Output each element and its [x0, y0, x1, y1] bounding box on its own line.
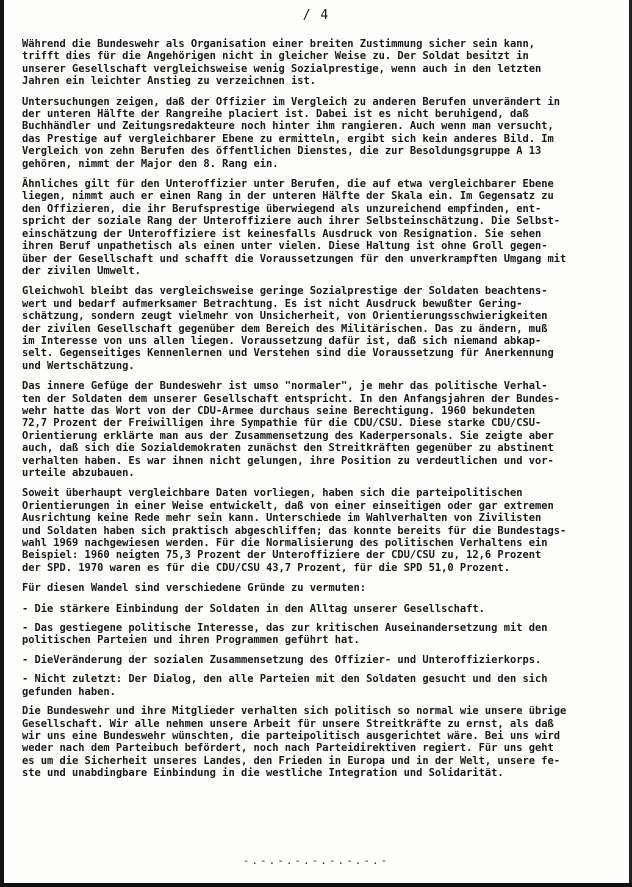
paragraph — [22, 285, 594, 372]
list-item — [22, 654, 594, 666]
text-line: ten der Soldaten dem unserer Gesellschaft entspricht. In den Anfangsjahren der Bundes- — [22, 392, 560, 405]
paragraph — [22, 178, 594, 277]
text-line: über der Gesellschaft und schafft die Voraussetzungen für den unverkrampften Umgang mit — [22, 252, 567, 265]
body-text — [22, 38, 594, 788]
text-line: das Prestige auf vergleichbarer Ebene zu ermitteln, ergibt sich kein anderes Bild. Im — [22, 132, 554, 145]
text-line: - Nicht zuletzt: Der Dialog, den alle Parteien mit den Soldaten gesucht und den sich — [22, 673, 548, 686]
text-line: Für diesen Wandel sind verschiedene Gründe zu vermuten: — [22, 582, 367, 595]
list-item — [22, 673, 594, 698]
text-line: Vergleich von zehn Berufen des öffentlichen Dienstes, die zur Besoldungsgruppe A 13 — [22, 145, 542, 158]
text-line: gefunden haben. — [22, 685, 116, 698]
text-line: der unteren Hälfte der Rangreihe placiert ist. Dabei ist es nicht beruhigend, daß — [22, 108, 529, 121]
text-line: ste und unabdingbare Einbindung in die westliche Integration und Solidarität. — [22, 767, 504, 780]
text-line: verhalten haben. Es war ihnen nicht gelungen, ihre Position zu verdeutlichen und vor- — [22, 454, 554, 467]
text-line: im Interesse von uns allen liegen. Voraussetzung dafür ist, daß sich niemand abkap- — [22, 334, 542, 347]
paragraph — [22, 380, 594, 479]
text-line: Während die Bundeswehr als Organisation einer breiten Zustimmung sicher sein kann, — [22, 38, 535, 50]
text-line: gehören, nimmt der Major den 8. Rang ein. — [22, 157, 279, 170]
text-line: Beispiel: 1960 neigten 75,3 Prozent der Unteroffiziere der CDU/CSU zu, 12,6 Prozent — [22, 549, 542, 562]
text-line: Das innere Gefüge der Bundeswehr ist umso "normaler", je mehr das politische Verhal- — [22, 380, 548, 393]
text-line: - Das gestiegene politische Interesse, das zur kritischen Auseinandersetzung mit den — [22, 622, 548, 635]
footer-dash-line: -.-.-.-.-.-.-.-.- — [242, 854, 390, 867]
text-line: schätzung, sondern zeugt vielmehr von Unsicherheit, von Orientierungsschwierigkeiten — [22, 310, 548, 323]
text-line: Orientierungen in einer Weise entwickelt, daß von einer einseitigen oder gar extremen — [22, 499, 554, 512]
text-line: 72,7 Prozent der Freiwilligen ihre Sympathie für die CDU/CSU. Diese starke CDU/CSU- — [22, 417, 542, 430]
text-line: Untersuchungen zeigen, daß der Offizier im Vergleich zu anderen Berufen unverändert in — [22, 95, 560, 108]
page-edge-bottom — [0, 883, 632, 887]
paragraph — [22, 38, 594, 88]
text-line: liegen, nimmt auch er einen Rang in der unteren Hälfte der Skala ein. Im Gegensatz zu — [22, 190, 554, 203]
text-line: ihren Beruf unpathetisch als einen unter vielen. Diese Haltung ist ohne Groll gegen- — [22, 240, 548, 253]
text-line: Ähnliches gilt für den Unteroffizier unter Berufen, die auf etwa vergleichbarer Ebene — [22, 178, 554, 191]
text-line: selt. Gegenseitiges Kennenlernen und Verstehen sind die Voraussetzung für Anerkennung — [22, 347, 554, 360]
list-item — [22, 603, 594, 615]
page-number: / 4 — [302, 8, 330, 23]
text-line: urteile abzubauen. — [22, 467, 135, 479]
text-line: weder nach dem Parteibuch befördert, noch nach Parteidirektiven regiert. Für uns geht — [22, 742, 554, 755]
text-line: unserer Gesellschaft vergleichsweise wenig Sozialprestige, wenn auch in den letzten — [22, 62, 542, 75]
text-line: es um die Sicherheit unseres Landes, den Frieden in Europa und in der Welt, unsere fe- — [22, 754, 560, 767]
text-line: der SPD. 1970 waren es für die CDU/CSU 43,7 Prozent, für die SPD 51,0 Prozent. — [22, 561, 510, 574]
text-line: den Offizieren, die ihr Berufsprestige überwiegend als unzureichend empfinden, ent- — [22, 202, 542, 215]
paragraph — [22, 96, 594, 170]
text-line: einschätzung der Unteroffiziere ist keinesfalls Ausdruck von Resignation. Sie sehen — [22, 227, 542, 240]
closing-paragraph — [22, 705, 594, 779]
text-line: Ausrichtung keine Rede mehr sein kann. Unterschiede im Wahlverhalten von Zivilisten — [22, 512, 542, 525]
text-line: der zivilen Gesellschaft gegenüber dem Bereich des Militärischen. Das zu ändern, muß — [22, 322, 548, 335]
text-line: Soweit überhaupt vergleichbare Daten vorliegen, haben sich die parteipolitischen — [22, 487, 523, 500]
text-line: Gesellschaft. Wir alle nehmen unsere Arbeit für unsere Streitkräfte zu ernst, als daß — [22, 717, 554, 730]
text-line: wert und bedarf aufmerksamer Betrachtung. Es ist nicht Ausdruck bewußter Gering- — [22, 297, 523, 310]
text-line: wehr hatte das Wort von der CDU-Armee durchaus seine Berechtigung. 1960 bekundeten — [22, 404, 535, 417]
page-edge-left — [0, 0, 4, 887]
paragraph — [22, 487, 594, 574]
list-item — [22, 622, 594, 647]
text-line: - Die stärkere Einbindung der Soldaten in den Alltag unserer Gesellschaft. — [22, 602, 485, 615]
text-line: Orientierung erklärte man aus der Zusammensetzung des Kaderpersonals. Sie zeigte aber — [22, 429, 554, 442]
text-line: wahl 1969 nachgewiesen werden. Für die Normalisierung des politischen Verhaltens ein — [22, 537, 548, 550]
text-line: trifft dies für die Angehörigen nicht in gleicher Weise zu. Der Soldat besitzt in — [22, 50, 529, 63]
text-line: Buchhändler und Zeitungsredakteure noch hinter ihm rangieren. Auch wenn man versucht, — [22, 120, 554, 133]
text-line: und Wertschätzung. — [22, 359, 135, 372]
text-line: politischen Parteien und ihren Programmen geführt hat. — [22, 634, 360, 647]
text-line: wir uns eine Bundeswehr wünschten, die parteipolitisch ausgerichtet wäre. Bei uns wird — [22, 729, 560, 742]
text-line: Die Bundeswehr und ihre Mitglieder verhalten sich politisch so normal wie unsere übrige — [22, 705, 567, 718]
text-line: spricht der soziale Rang der Unteroffiziere auch ihrer Selbsteinschätzung. Die Selbst- — [22, 215, 560, 228]
text-line: Gleichwohl bleibt das vergleichsweise geringe Sozialprestige der Soldaten beachtens- — [22, 285, 548, 298]
text-line: auch, daß sich die Sozialdemokraten zunächst den Streitkräften gegenüber zu abstinent — [22, 442, 554, 455]
text-line: der zivilen Umwelt. — [22, 264, 141, 277]
text-line: und Soldaten haben sich praktisch abgeschliffen; das konnte bereits für die Bundestags- — [22, 524, 567, 537]
text-line: - DieVeränderung der sozialen Zusammensetzung des Offizier- und Unteroffizierkorps. — [22, 653, 542, 666]
text-line: Jahren ein leichter Anstieg zu verzeichnen ist. — [22, 75, 317, 88]
paragraph — [22, 582, 594, 594]
